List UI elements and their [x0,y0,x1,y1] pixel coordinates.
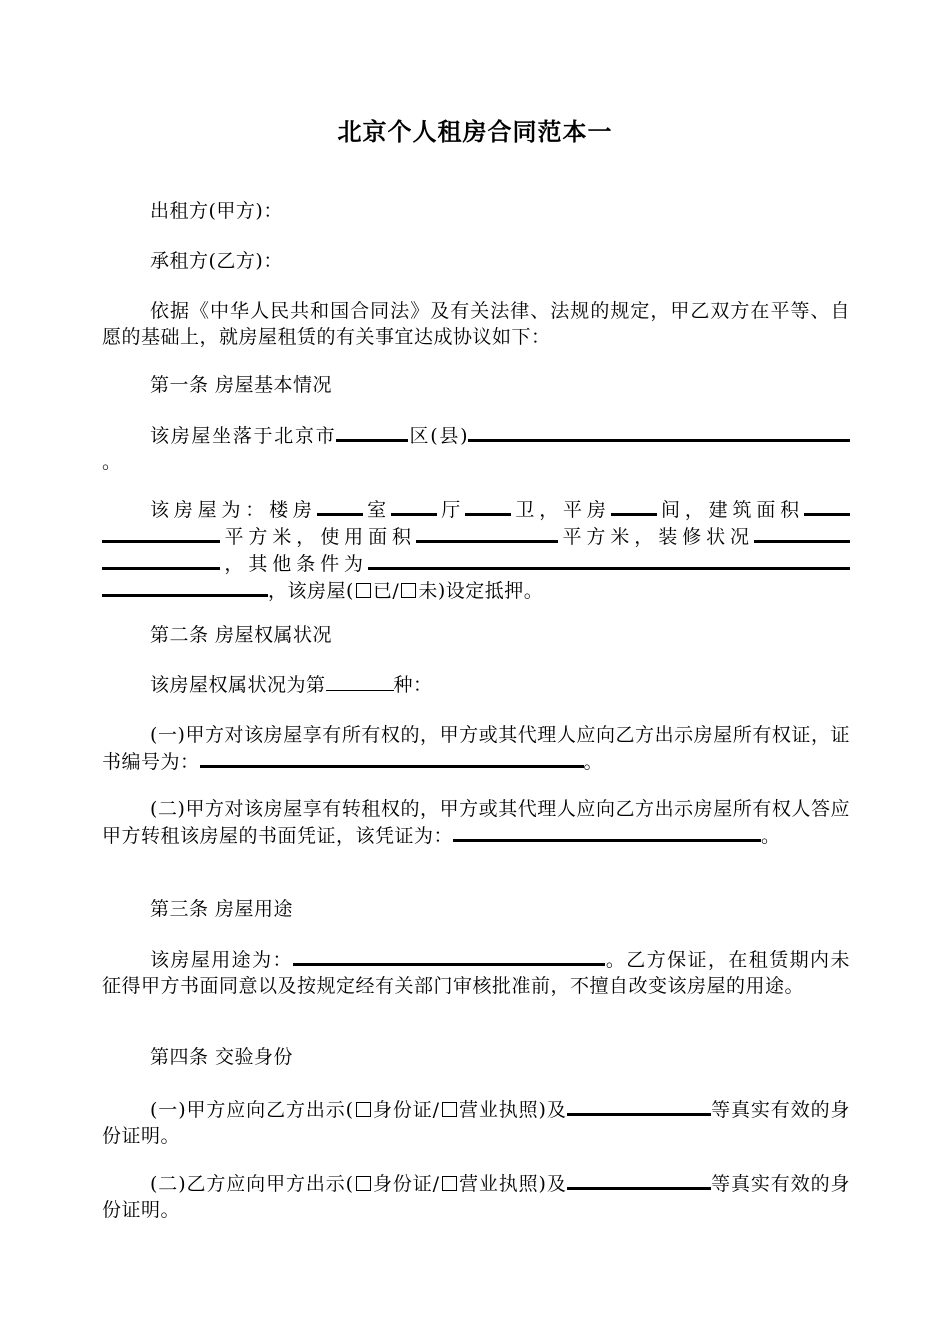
sublease-proof-blank [595,822,761,842]
bungalow-count-blank [611,496,657,516]
location-paragraph: 该房屋坐落于北京市 区(县)。 [102,422,850,475]
other-conditions-blank [368,550,850,570]
usable-area-blank [416,523,558,543]
address-blank [468,422,804,442]
article-1-heading: 第一条 房屋基本情况 [150,374,333,396]
ownership-clause-2: (二)甲方对该房屋享有转租权的，甲方或其代理人应向乙方出示房屋所有权人答应甲方转租该房屋的书面凭证，该凭证为： 。 [102,798,850,847]
district-blank [336,422,408,442]
id-card-checkbox[interactable] [356,1176,371,1191]
intro-paragraph: 依据《中华人民共和国合同法》及有关法律、法规的规定，甲乙双方在平等、自愿的基础上，就房屋租赁的有关事宜达成协议如下： [102,300,850,348]
address-blank [804,422,850,442]
document-title: 北京个人租房合同范本一 [337,118,613,146]
ownership-kind-paragraph: 该房屋权属状况为第 种： [150,674,433,696]
certificate-number-blank [200,748,584,768]
sublease-proof-blank [453,822,595,842]
decoration-blank [754,523,850,543]
identity-clause-1: (一)甲方应向乙方出示( 身份证/ 营业执照)及 等真实有效的身份证明。 [102,1096,850,1149]
bath-count-blank [465,496,511,516]
article-3-heading: 第三条 房屋用途 [150,898,294,920]
house-use-paragraph: 该房屋用途为： 。乙方保证，在租赁期内未征得甲方书面同意以及按规定经有关部门审核批准前，不擅自改变该房屋的用途。 [102,946,850,999]
lessee-line: 承租方(乙方)： [150,250,283,272]
business-license-checkbox[interactable] [442,1102,457,1117]
decoration-blank [102,550,220,570]
mortgaged-checkbox[interactable] [356,583,371,598]
identity-clause-2: (二)乙方应向甲方出示( 身份证/ 营业执照)及 等真实有效的身份证明。 [102,1170,850,1223]
identity-doc-blank [567,1170,711,1190]
ownership-kind-blank [326,673,394,691]
hall-count-blank [391,496,437,516]
house-details-paragraph: 该房屋为：楼房 室 厅 卫，平房 间，建筑面积平方米，使用面积 平方米，装修状况，其他条件为，该房屋( 已/ 未)设定抵押。 [102,496,850,604]
other-conditions-blank [102,577,268,597]
ownership-clause-1: (一)甲方对该房屋享有所有权的，甲方或其代理人应向乙方出示房屋所有权证，证书编号为： 。 [102,724,850,773]
lessor-line: 出租方(甲方)： [150,200,283,222]
not-mortgaged-checkbox[interactable] [401,583,416,598]
house-use-blank [293,946,605,966]
id-card-checkbox[interactable] [356,1102,371,1117]
article-4-heading: 第四条 交验身份 [150,1046,294,1068]
floor-area-blank [804,496,850,516]
room-count-blank [317,496,363,516]
business-license-checkbox[interactable] [442,1176,457,1191]
article-2-heading: 第二条 房屋权属状况 [150,624,333,646]
identity-doc-blank [567,1096,711,1116]
floor-area-blank [102,523,220,543]
